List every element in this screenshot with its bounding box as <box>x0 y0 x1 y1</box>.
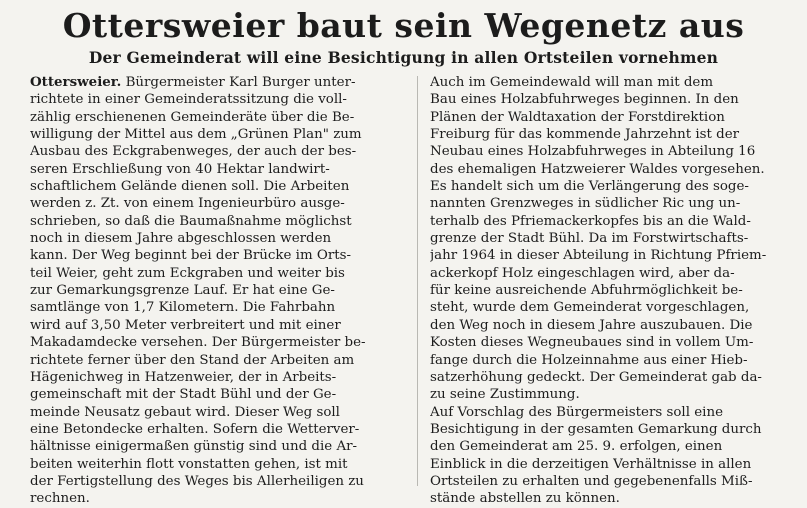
text-line: den Gemeinderat am 25. 9. erfolgen, einen <box>430 439 723 455</box>
text-line: meinde Neusatz gebaut wird. Dieser Weg soll <box>30 404 340 420</box>
text-line: Makadamdecke versehen. Der Bürgermeister be- <box>30 335 366 351</box>
text-line: eine Betondecke erhalten. Sofern die Wetterver- <box>30 421 360 437</box>
text-line: Bürgermeister Karl Burger unter- <box>125 75 356 90</box>
text-line: beiten weiterhin flott vonstatten gehen, ist mit <box>30 456 348 472</box>
text-line: Plänen der Waldtaxation der Forstdirektion <box>430 109 725 125</box>
text-line: jahr 1964 in dieser Abteilung in Richtung Pfriem- <box>430 248 767 264</box>
text-line: Einblick in die derzeitigen Verhältnisse in allen <box>430 456 752 472</box>
text-line: Ortsteilen zu erhalten und gegebenenfalls Miß- <box>430 473 753 489</box>
text-line: hältnisse einigermaßen günstig sind und die Ar- <box>30 439 358 455</box>
text-line: grenze der Stadt Bühl. Da im Forstwirtschafts- <box>430 231 749 247</box>
text-line: rechnen. <box>30 491 90 507</box>
text-line: zählig erschienenen Gemeinderäte über die Be- <box>30 109 355 125</box>
text-line: satzerhöhung gedeckt. Der Gemeinderat gab da- <box>430 369 762 385</box>
text-line: werden z. Zt. von einem Ingenieurbüro ausge- <box>30 196 345 212</box>
left-column <box>30 74 410 508</box>
article-body <box>12 74 795 507</box>
text-line: richtete in einer Gemeinderatssitzung die voll- <box>30 92 347 108</box>
text-line: zu seine Zustimmung. <box>430 387 580 403</box>
dateline: Ottersweier. <box>30 74 122 90</box>
text-line: des ehemaligen Hatzweierer Waldes vorgesehen. <box>430 161 765 177</box>
headline: Ottersweier baut sein Wegenetz aus <box>62 6 745 45</box>
subheadline: Der Gemeinderat will eine Besichtigung in allen Ortsteilen vornehmen <box>88 48 719 67</box>
text-line: fange durch die Holzeinnahme aus einer Hieb- <box>430 352 748 368</box>
first-line <box>30 74 410 91</box>
text-line: wird auf 3,50 Meter verbreitert und mit einer <box>30 317 341 333</box>
text-line: Bau eines Holzabfuhrweges beginnen. In den <box>430 92 739 108</box>
text-line: teil Weier, geht zum Eckgraben und weiter bis <box>30 265 345 281</box>
text-line: seren Erschließung von 40 Hektar landwirt- <box>30 161 330 177</box>
column-divider <box>417 76 418 486</box>
text-line: Es handelt sich um die Verlängerung des soge- <box>430 179 749 195</box>
text-line: stände abstellen zu können. <box>430 491 620 507</box>
text-line: Neubau eines Holzabfuhrweges in Abteilung 16 <box>430 144 756 160</box>
text-line: noch in diesem Jahre abgeschlossen werden <box>30 231 332 247</box>
text-line: Ausbau des Eckgrabenweges, der auch der bes- <box>30 144 357 160</box>
text-line: terhalb des Pfriemackerkopfes bis an die Wald- <box>430 213 751 229</box>
text-line: Hägenichweg in Hatzenweier, der in Arbeits- <box>30 369 337 385</box>
text-line: kann. Der Weg beginnt bei der Brücke im Orts- <box>30 248 352 264</box>
text-line: für keine ausreichende Abfuhrmöglichkeit be- <box>430 283 743 299</box>
text-line: Auf Vorschlag des Bürgermeisters soll eine <box>430 404 724 420</box>
text-line: schaftlichem Gelände dienen soll. Die Arbeiten <box>30 179 350 195</box>
text-line: der Fertigstellung des Weges bis Allerheiligen zu <box>30 473 364 489</box>
text-line: ackerkopf Holz eingeschlagen wird, aber da- <box>430 265 735 281</box>
text-line: Besichtigung in der gesamten Gemarkung durch <box>430 421 762 437</box>
right-column <box>430 74 807 508</box>
text-line: willigung der Mittel aus dem „Grünen Plan" zum <box>30 127 362 143</box>
text-line: steht, wurde dem Gemeinderat vorgeschlagen, <box>430 300 750 316</box>
text-line: nannten Grenzweges in südlicher Ric ung un- <box>430 196 741 212</box>
text-line: zur Gemarkungsgrenze Lauf. Er hat eine Ge- <box>30 283 335 299</box>
text-line: den Weg noch in diesem Jahre auszubauen. Die <box>430 317 753 333</box>
text-line: Auch im Gemeindewald will man mit dem <box>430 75 714 90</box>
text-line: samtlänge von 1,7 Kilometern. Die Fahrbahn <box>30 300 336 316</box>
text-line: schrieben, so daß die Baumaßnahme möglichst <box>30 213 352 229</box>
text-line: Kosten dieses Wegneubaues sind in vollem Um- <box>430 335 754 351</box>
text-line: richtete ferner über den Stand der Arbeiten am <box>30 352 355 368</box>
text-line: gemeinschaft mit der Stadt Bühl und der Ge- <box>30 387 337 403</box>
text-line: Freiburg für das kommende Jahrzehnt ist der <box>430 127 740 143</box>
